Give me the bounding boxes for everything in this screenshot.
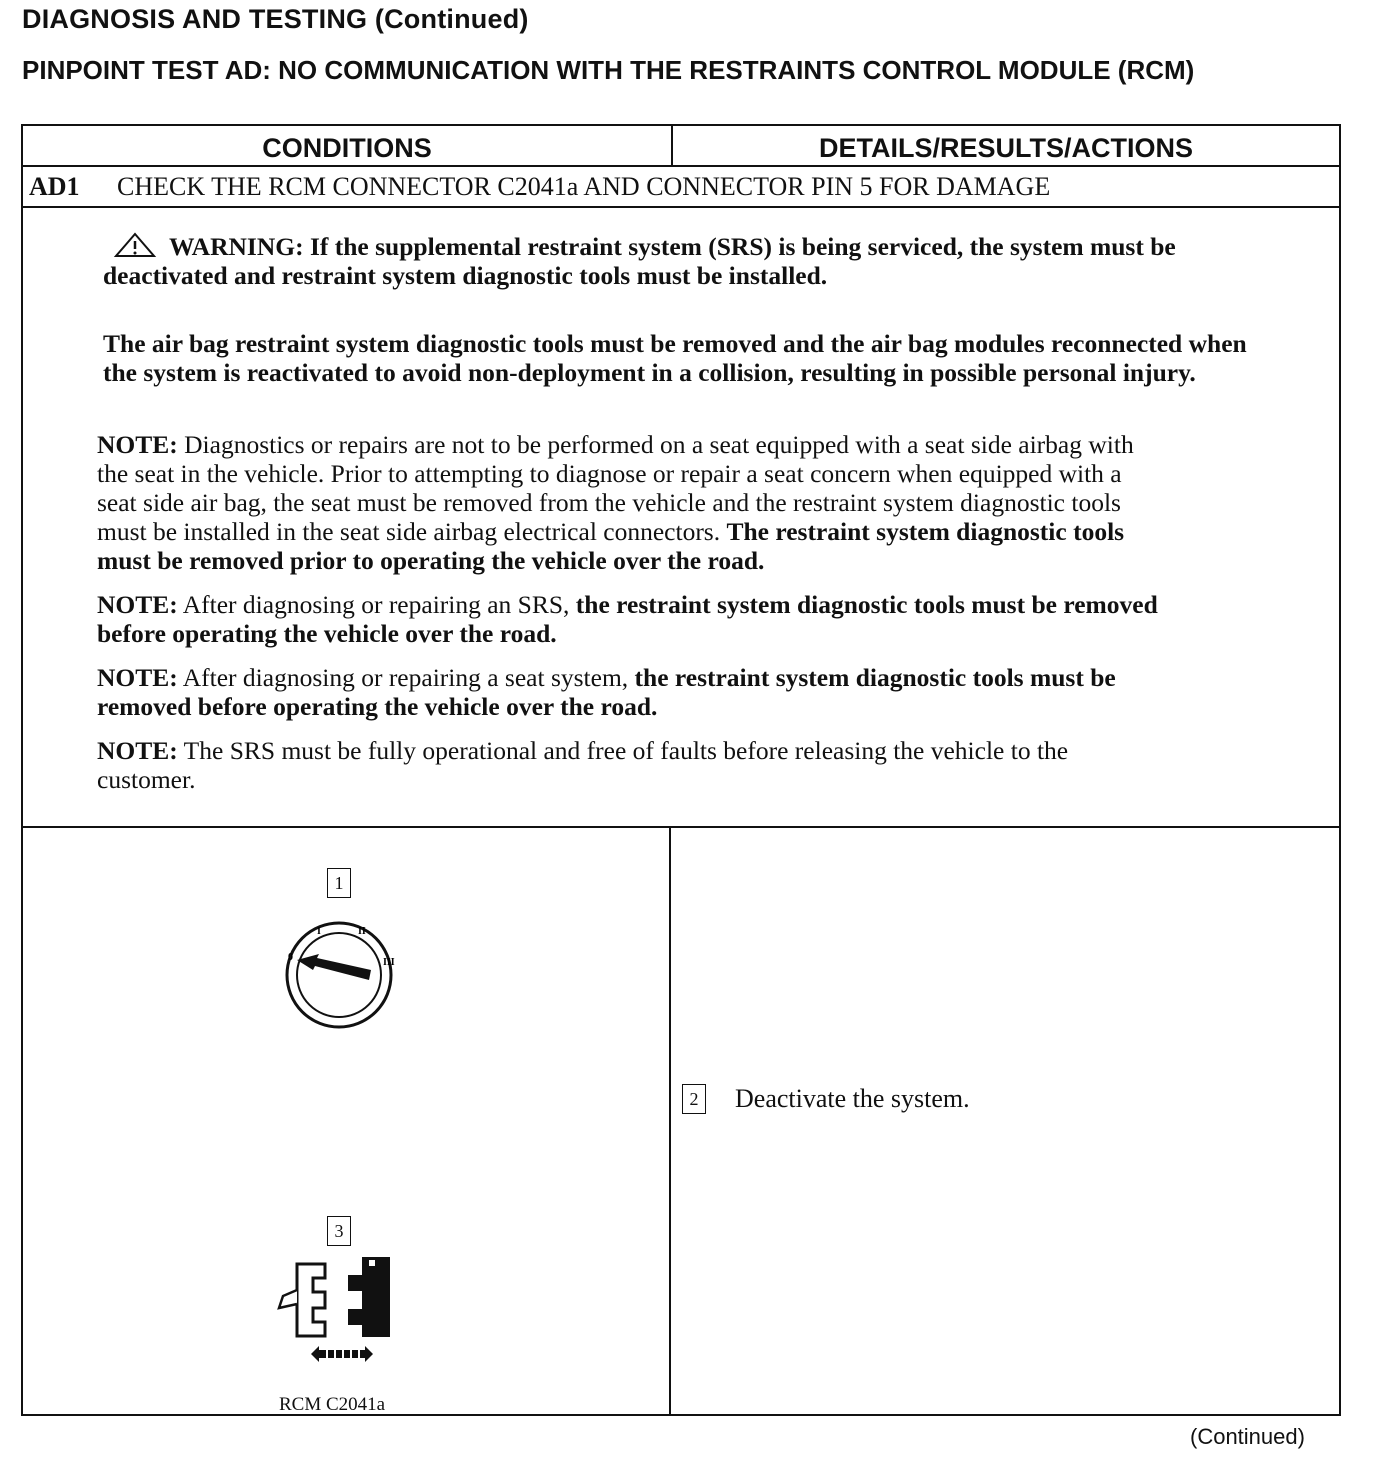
note-label: NOTE: [97,430,178,459]
note-text: After diagnosing or repairing a seat system, [177,663,635,692]
section-title: DIAGNOSIS AND TESTING (Continued) [22,4,529,34]
note-3 [97,663,1167,721]
step-id: AD1 [29,172,80,201]
warning-triangle-icon [113,232,157,258]
warning-block [103,232,1273,387]
note-emphasis: the restraint system diagnostic tools must be removed before operating the vehicle over the road. [97,663,1116,721]
note-4 [97,736,1167,794]
warning-text-2: The air bag restraint system diagnostic tools must be removed and the air bag modules reconnected when the system is reactivated to avoid non-deployment in a collision, resulting in possible personal injury. [103,329,1247,387]
details-column-header: DETAILS/RESULTS/ACTIONS [818,133,1193,163]
callout-1: 1 [327,868,351,898]
note-text: Diagnostics or repairs are not to be performed on a seat equipped with a seat side airbag with the seat in the vehicle. Prior to attempting to diagnose or repair a seat concern when equipped with a seat side air bag, the seat must be removed from the vehicle and the restraint system diagnostic tools must be installed in the seat side airbag electrical connectors. [97,430,1134,546]
figure-caption: RCM C2041a [279,1394,386,1415]
ignition-mark-1: I [317,926,321,937]
note-emphasis: The restraint system diagnostic tools must be removed prior to operating the vehicle over the road. [97,517,1125,575]
connector-disconnect-icon [273,1256,403,1374]
warning-notes-section [23,208,1339,828]
action-text: Deactivate the system. [735,1084,970,1113]
conditions-column-header: CONDITIONS [23,126,673,165]
step-title: CHECK THE RCM CONNECTOR C2041a AND CONNECTOR PIN 5 FOR DAMAGE [117,172,1051,201]
note-label: NOTE: [97,663,178,692]
table-header-row [23,126,1339,167]
column-divider [669,828,671,1414]
note-label: NOTE: [97,590,178,619]
note-emphasis: the restraint system diagnostic tools must be removed before operating the vehicle over the road. [97,590,1158,648]
note-2 [97,590,1167,648]
ignition-mark-3: III [383,957,395,968]
ignition-mark-0: 0 [288,952,293,963]
continued-label: (Continued) [1190,1424,1305,1449]
pinpoint-test-table [21,124,1341,1416]
warning-text-1: WARNING: If the supplemental restraint system (SRS) is being serviced, the system must be deactivated and restraint system diagnostic tools must be installed. [103,232,1176,290]
note-text: After diagnosing or repairing an SRS, [177,590,576,619]
callout-3: 3 [327,1216,351,1246]
note-1 [97,430,1167,575]
ignition-mark-2: II [358,926,366,937]
ignition-switch-icon [273,920,405,1030]
step-row [23,167,1339,208]
note-text: The SRS must be fully operational and free of faults before releasing the vehicle to the customer. [97,736,1069,794]
notes-block [97,430,1167,809]
callout-2: 2 [682,1084,706,1114]
illustration-row [23,828,1339,1414]
note-label: NOTE: [97,736,178,765]
pinpoint-test-title: PINPOINT TEST AD: NO COMMUNICATION WITH THE RESTRAINTS CONTROL MODULE (RCM) [22,55,1195,85]
